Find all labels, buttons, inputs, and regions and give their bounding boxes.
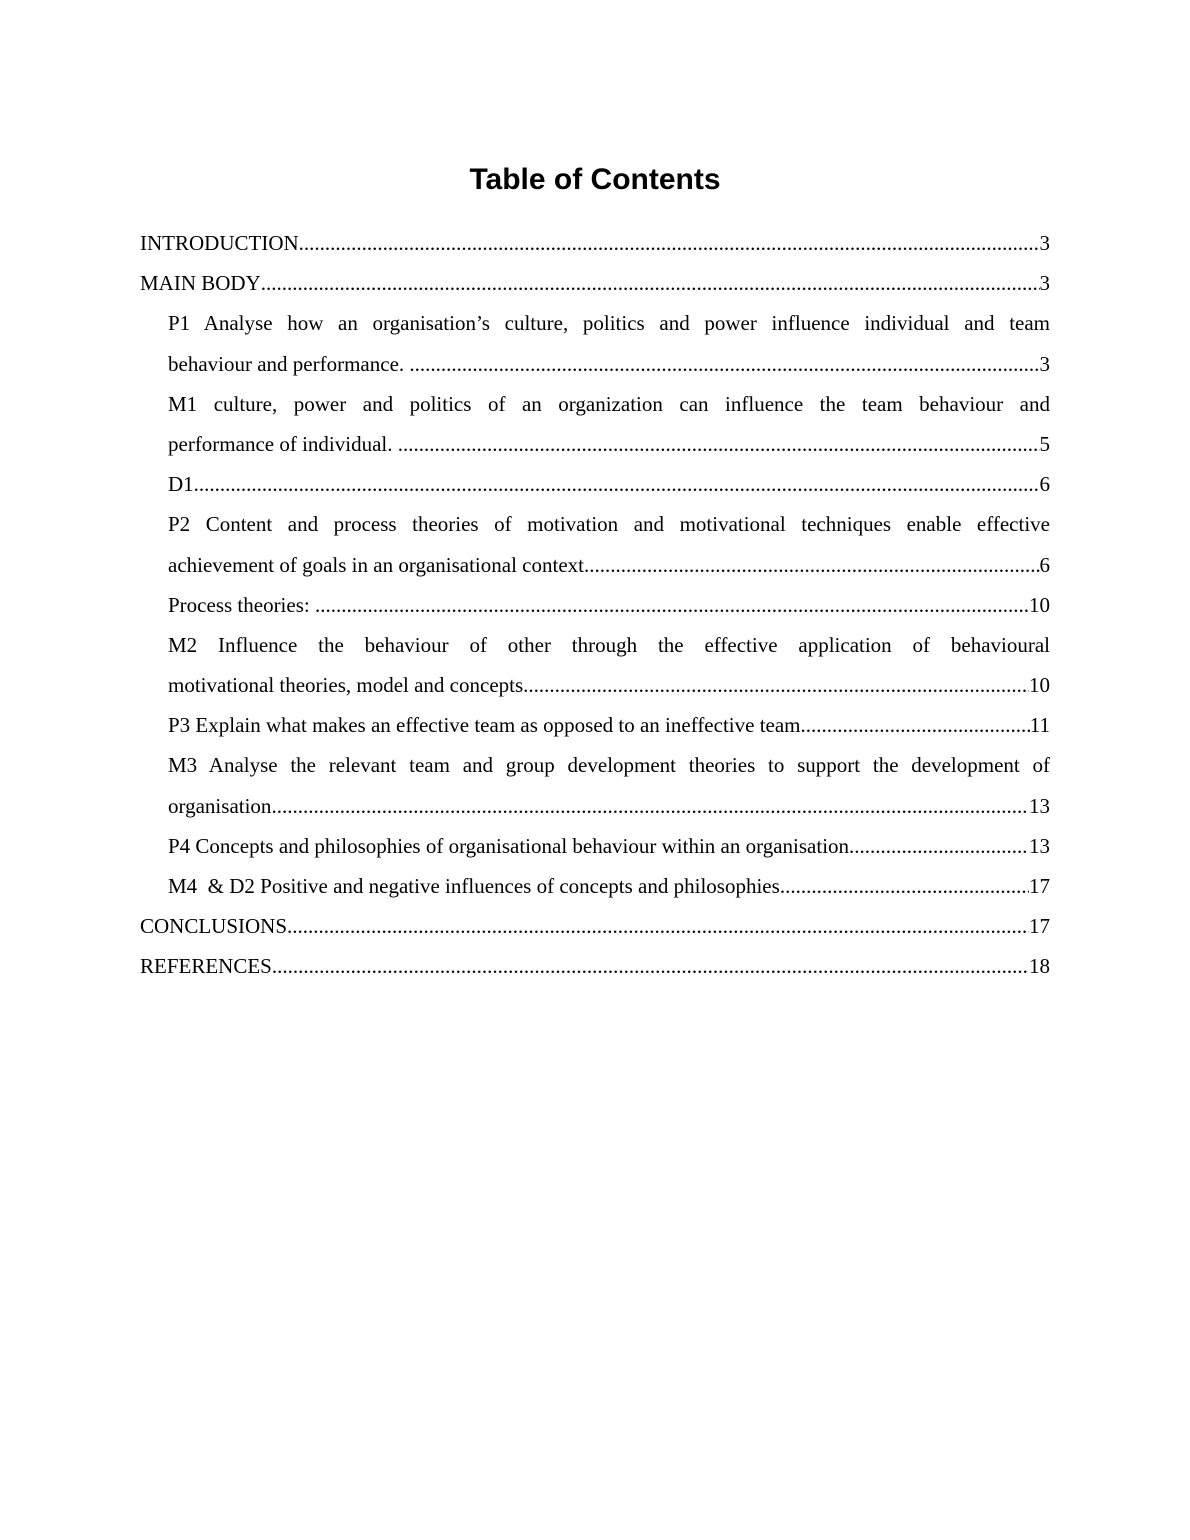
dot-leader [398,424,1040,464]
toc-entry[interactable] [140,906,1050,946]
toc-entry-line [168,424,1050,464]
toc-page-number: 10 [1029,592,1050,617]
toc-page-number: 17 [1029,874,1050,898]
toc-entry-line [168,585,1050,625]
dot-leader [272,946,1029,986]
dot-leader [523,665,1029,705]
dot-leader [287,906,1029,946]
toc-page-number: 11 [1029,713,1050,738]
toc-entry-line [168,464,1050,504]
toc-entry[interactable] [140,504,1050,584]
toc-page-number: 3 [1039,351,1050,376]
toc-entry[interactable] [140,946,1050,986]
toc-page-number: 13 [1029,833,1050,858]
toc-page-number: 5 [1039,431,1050,456]
toc-entry-line [168,826,1050,866]
toc-entry-line [168,344,1050,384]
toc-entry-line: M1 culture, power and politics of an organization can influence the team behaviour and [168,391,1050,416]
toc-page-number: 6 [1039,552,1050,577]
toc-entry-line: M3 Analyse the relevant team and group development theories to support the development of [168,753,1050,778]
toc-entry-title: behaviour and performance. [168,351,410,376]
toc-entry-title: MAIN BODY [140,271,261,296]
toc-entry[interactable] [140,745,1050,825]
toc-entry-line [168,705,1050,745]
toc-entry-line [168,665,1050,705]
page-title: Table of Contents [469,163,721,196]
toc-entry-title: M4 & D2 Positive and negative influences of concepts and philosophies [168,874,780,898]
toc-entry[interactable] [140,464,1050,504]
toc-entry-title: D1 [168,472,194,497]
toc-entry-line: P2 Content and process theories of motivation and motivational techniques enable effective [168,512,1050,537]
dot-leader [584,545,1040,585]
toc-page-number: 3 [1039,231,1050,255]
toc-page-number: 18 [1029,954,1050,979]
toc-entry-line [168,545,1050,585]
toc-entry-title: Process theories: [168,592,315,617]
toc-entry-title: motivational theories, model and concepts [168,673,524,698]
toc-entry[interactable] [140,303,1050,383]
toc-entry[interactable] [140,585,1050,625]
toc-entry-title: organisation [168,793,272,818]
toc-entry-line [140,946,1050,986]
toc-entry[interactable] [140,625,1050,705]
toc-entry-title: achievement of goals in an organisational context [168,552,584,577]
toc-entry[interactable] [140,705,1050,745]
toc-entry-line: P1 Analyse how an organisation’s culture, politics and power influence individual and team [168,311,1050,336]
toc-entry[interactable] [140,263,1050,303]
toc-entry-title: CONCLUSIONS [140,914,288,939]
toc-page-number: 17 [1029,914,1050,939]
toc-page-number: 3 [1039,271,1050,296]
dot-leader [315,585,1029,625]
toc-entry-title: P4 Concepts and philosophies of organisational behaviour within an organisation [168,833,850,858]
toc-entry-title: INTRODUCTION [140,231,299,255]
dot-leader [849,826,1029,866]
dot-leader [801,705,1030,745]
toc-entry-title: REFERENCES [140,954,272,979]
toc-entry[interactable] [140,384,1050,464]
toc-page-number: 10 [1029,673,1050,698]
dot-leader [299,223,1040,263]
toc-entry[interactable] [140,223,1050,263]
toc-entry[interactable] [140,866,1050,906]
dot-leader [271,786,1029,826]
dot-leader [261,263,1040,303]
toc-entry-line [140,906,1050,946]
toc-entry-line [140,223,1050,263]
toc-entry-line [168,866,1050,906]
dot-leader [194,464,1040,504]
toc-entry-line: M2 Influence the behaviour of other through the effective application of behavioural [168,632,1050,657]
toc-entry-line [168,786,1050,826]
toc-entry-title: performance of individual. [168,431,398,456]
dot-leader [409,344,1039,384]
toc-page-number: 13 [1029,793,1050,818]
dot-leader [780,866,1029,906]
toc-entry-title: P3 Explain what makes an effective team as opposed to an ineffective team [168,713,801,738]
toc-entry[interactable] [140,826,1050,866]
toc-entry-line [140,263,1050,303]
toc-page-number: 6 [1039,472,1050,497]
table-of-contents [140,223,1050,987]
